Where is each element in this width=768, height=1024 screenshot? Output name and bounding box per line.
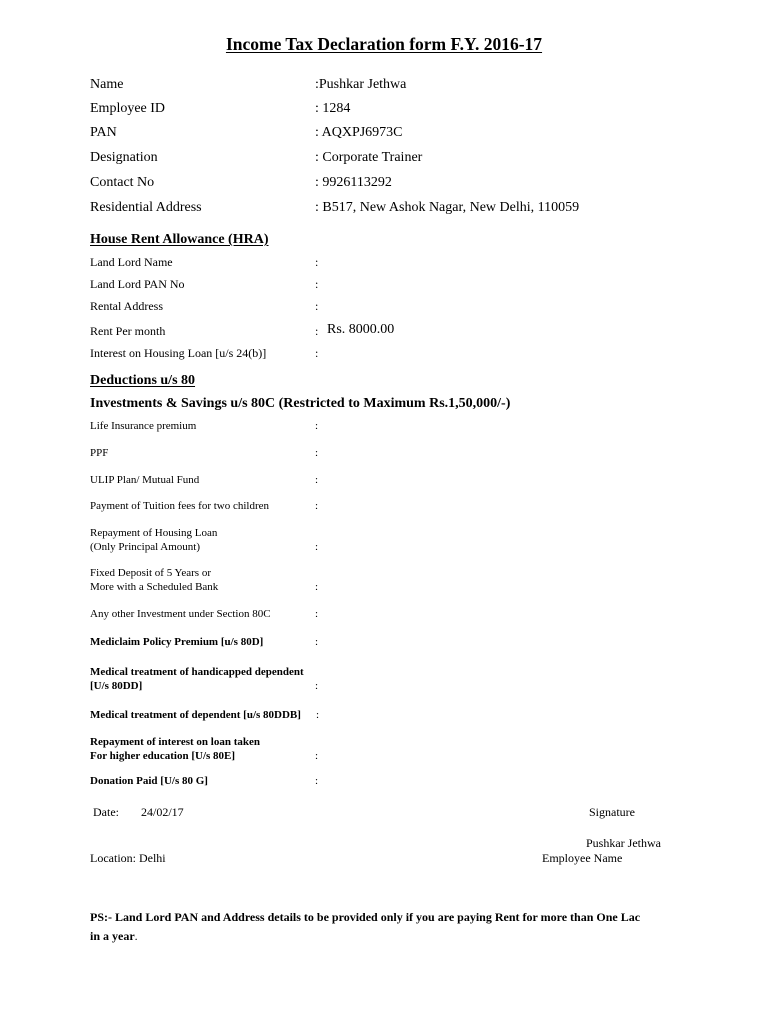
date-label: Date: [93, 805, 119, 819]
name-value: :Pushkar Jethwa [315, 77, 407, 92]
ppf-value: : [315, 447, 319, 459]
education-loan-label-2: For higher education [U/s 80E] [90, 750, 236, 762]
rent-colon: : [315, 324, 319, 338]
location-text: Location: Delhi [90, 851, 166, 865]
rent-label: Rent Per month [90, 324, 166, 338]
ps-note-line-2 [90, 929, 138, 944]
landlord-name-label: Land Lord Name [90, 255, 173, 269]
signature-label: Signature [589, 805, 635, 819]
mediclaim-label: Mediclaim Policy Premium [u/s 80D] [90, 636, 264, 648]
rent-value: Rs. 8000.00 [327, 322, 395, 337]
dependent-label: Medical treatment of dependent [u/s 80DDB] [90, 709, 301, 721]
employee-name-label: Employee Name [542, 851, 623, 865]
other-80c-value: : [315, 608, 319, 620]
pan-value: : AQXPJ6973C [315, 125, 403, 140]
fd-label-2: More with a Scheduled Bank [90, 581, 219, 593]
ps-note-line-1: PS:- Land Lord PAN and Address details to be provided only if you are paying Rent for more than One Lac [90, 910, 641, 924]
form-title: Income Tax Declaration form F.Y. 2016-17 [225, 34, 543, 54]
deductions-heading: Deductions u/s 80 [90, 373, 196, 388]
address-value: : B517, New Ashok Nagar, New Delhi, 110059 [315, 200, 580, 215]
ps-note-line-2-text: in a year [90, 929, 135, 943]
ppf-label: PPF [90, 447, 109, 459]
name-label: Name [90, 77, 124, 92]
handicapped-label-1: Medical treatment of handicapped dependent [90, 666, 304, 678]
hra-heading: House Rent Allowance (HRA) [90, 232, 269, 247]
tuition-label: Payment of Tuition fees for two children [90, 500, 270, 512]
handicapped-value: : [315, 680, 319, 692]
ulip-value: : [315, 474, 319, 486]
landlord-pan-label: Land Lord PAN No [90, 277, 185, 291]
education-loan-label-1: Repayment of interest on loan taken [90, 736, 260, 748]
housing-interest-value: : [315, 346, 319, 360]
investments-subheading: Investments & Savings u/s 80C (Restricted to Maximum Rs.1,50,000/-) [90, 396, 511, 411]
mediclaim-value: : [315, 636, 319, 648]
contact-label: Contact No [90, 175, 155, 190]
donation-label: Donation Paid [U/s 80 G] [90, 775, 208, 787]
landlord-name-value: : [315, 255, 319, 269]
donation-value: : [315, 775, 319, 787]
lic-label: Life Insurance premium [90, 420, 197, 432]
employee-id-label: Employee ID [90, 101, 166, 116]
contact-value: : 9926113292 [315, 175, 392, 190]
pan-label: PAN [90, 125, 117, 140]
ps-note-period: . [134, 929, 138, 943]
date-value: 24/02/17 [141, 805, 184, 819]
tuition-value: : [315, 500, 319, 512]
rental-address-label: Rental Address [90, 299, 163, 313]
education-loan-value: : [315, 750, 319, 762]
fd-value: : [315, 581, 319, 593]
landlord-pan-value: : [315, 277, 319, 291]
designation-label: Designation [90, 150, 158, 165]
ulip-label: ULIP Plan/ Mutual Fund [90, 474, 200, 486]
housing-interest-label: Interest on Housing Loan [u/s 24(b)] [90, 346, 267, 360]
signatory-name: Pushkar Jethwa [586, 836, 661, 850]
lic-value: : [315, 420, 319, 432]
employee-id-value: : 1284 [315, 101, 351, 116]
fd-label-1: Fixed Deposit of 5 Years or [90, 567, 211, 579]
designation-value: : Corporate Trainer [315, 150, 423, 165]
housing-loan-label-1: Repayment of Housing Loan [90, 527, 218, 539]
housing-loan-label-2: (Only Principal Amount) [90, 541, 200, 553]
dependent-value: : [316, 709, 320, 721]
address-label: Residential Address [90, 200, 202, 215]
other-80c-label: Any other Investment under Section 80C [90, 608, 271, 620]
housing-loan-value: : [315, 541, 319, 553]
rental-address-value: : [315, 299, 319, 313]
handicapped-label-2: [U/s 80DD] [90, 680, 143, 692]
